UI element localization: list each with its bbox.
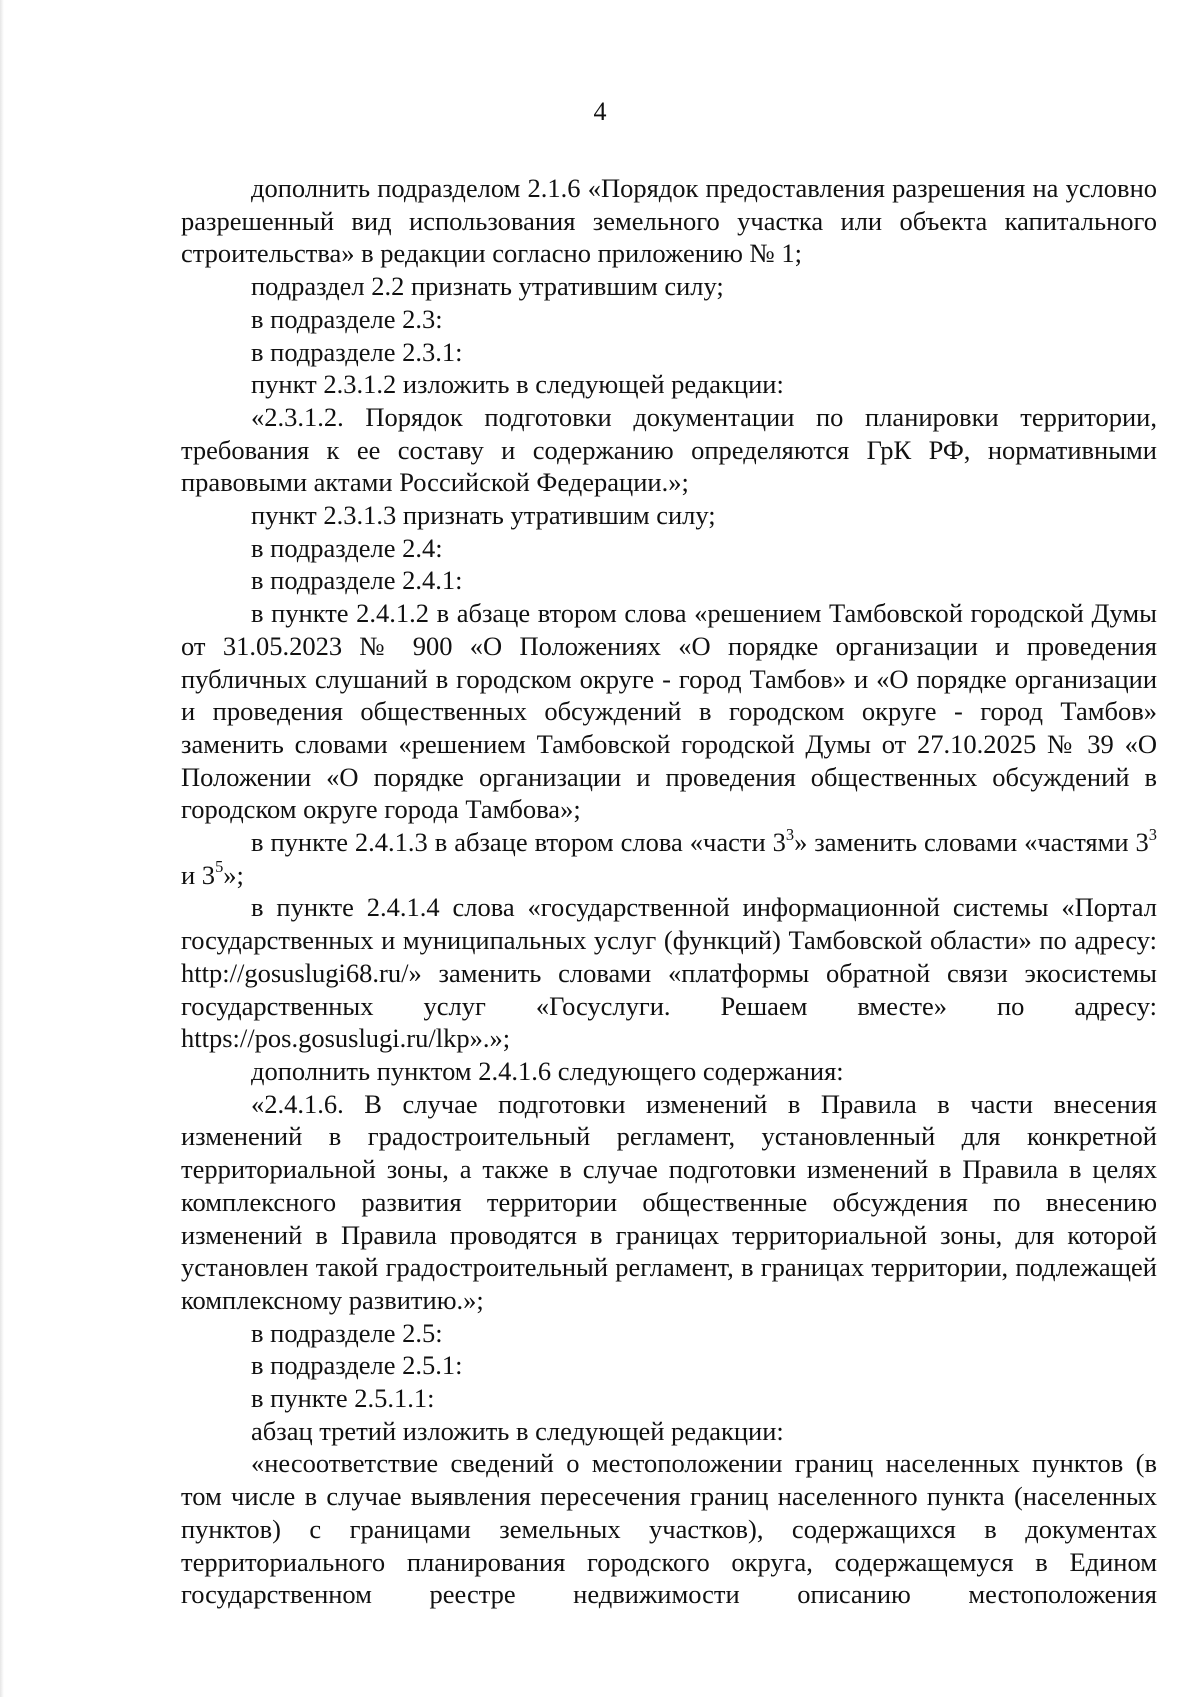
paragraph: в подразделе 2.4.1: — [251, 565, 463, 596]
paragraph: подраздел 2.2 признать утратившим силу; — [251, 271, 724, 302]
paragraph: пункт 2.3.1.2 изложить в следующей редакции: — [251, 369, 784, 400]
paragraph: в подразделе 2.3: — [251, 303, 443, 334]
superscript: 5 — [215, 857, 224, 877]
paragraph: в пункте 2.4.1.4 слова «государственной информационной системы «Портал государственных и муниципальных услуг (функций) Тамбовской области» по адресу: http://gosuslugi68.ru/» заменить словами «платформы обратной связи экосистемы государственных услуг «Госуслуги. Решаем вместе» по адресу: https://pos.gosuslugi.ru/lkp».»; — [181, 892, 1157, 1054]
paragraph: «несоответствие сведений о местоположении границ населенных пунктов (в том числе в случае выявления пересечения границ населенного пункта (населенных пунктов) с границами земельных участков), содержащихся в документах территориального планирования городского округа, содержащемуся в Едином государственном реестре недвижимости описанию местоположения — [181, 1448, 1157, 1610]
superscript: 3 — [785, 824, 795, 844]
paragraph: в подразделе 2.5: — [251, 1317, 443, 1348]
paragraph: в пункте 2.5.1.1: — [251, 1383, 435, 1414]
paragraph: пункт 2.3.1.3 признать утратившим силу; — [251, 500, 716, 531]
text-run: и 3 — [181, 859, 216, 890]
page-number: 4 — [593, 97, 607, 126]
paragraph: «2.4.1.6. В случае подготовки изменений в Правила в части внесения изменений в градостроительный регламент, установленный для конкретной территориальной зоны, а также в случае подготовки изменений в Правила в целях комплексного развития территории общественные обсуждения по внесению изменений в Правила проводятся в границах территориальной зоны, для которой установлен такой градостроительный регламент, в границах территории, подлежащей комплексному развитию.»; — [181, 1088, 1157, 1315]
paragraph: в пункте 2.4.1.2 в абзаце втором слова «решением Тамбовской городской Думы от 31.05.2023 № 900 «О Положениях «О порядке организации и проведения публичных слушаний в городском округе - город Тамбов» и «О порядке организации и проведения общественных обсуждений в городском округе - город Тамбов» заменить словами «решением Тамбовской городской Думы от 27.10.2025 № 39 «О Положении «О порядке организации и проведения общественных обсуждений в городском округе города Тамбова»; — [181, 598, 1157, 825]
paragraph: в подразделе 2.5.1: — [251, 1350, 463, 1381]
superscript: 3 — [1148, 824, 1157, 844]
paragraph: «2.3.1.2. Порядок подготовки документации по планировки территории, требования к ее составу и содержанию определяются ГрК РФ, нормативными правовыми актами Российской Федерации.»; — [181, 401, 1157, 498]
paragraph: дополнить подразделом 2.1.6 «Порядок предоставления разрешения на условно разрешенный вид использования земельного участка или объекта капитального строительства» в редакции согласно приложению № 1; — [181, 173, 1157, 269]
text-run: »; — [223, 859, 244, 890]
scan-edge — [0, 0, 4, 1697]
paragraph: абзац третий изложить в следующей редакции: — [251, 1415, 784, 1446]
document-body — [181, 172, 1157, 1611]
text-run: » заменить словами «частями 3 — [794, 827, 1149, 858]
paragraph-with-superscripts — [181, 826, 1157, 891]
paragraph: в подразделе 2.4: — [251, 532, 443, 563]
paragraph: в подразделе 2.3.1: — [251, 336, 463, 367]
paragraph: дополнить пунктом 2.4.1.6 следующего содержания: — [251, 1055, 844, 1086]
text-run: в пункте 2.4.1.3 в абзаце втором слова «части 3 — [251, 827, 786, 858]
